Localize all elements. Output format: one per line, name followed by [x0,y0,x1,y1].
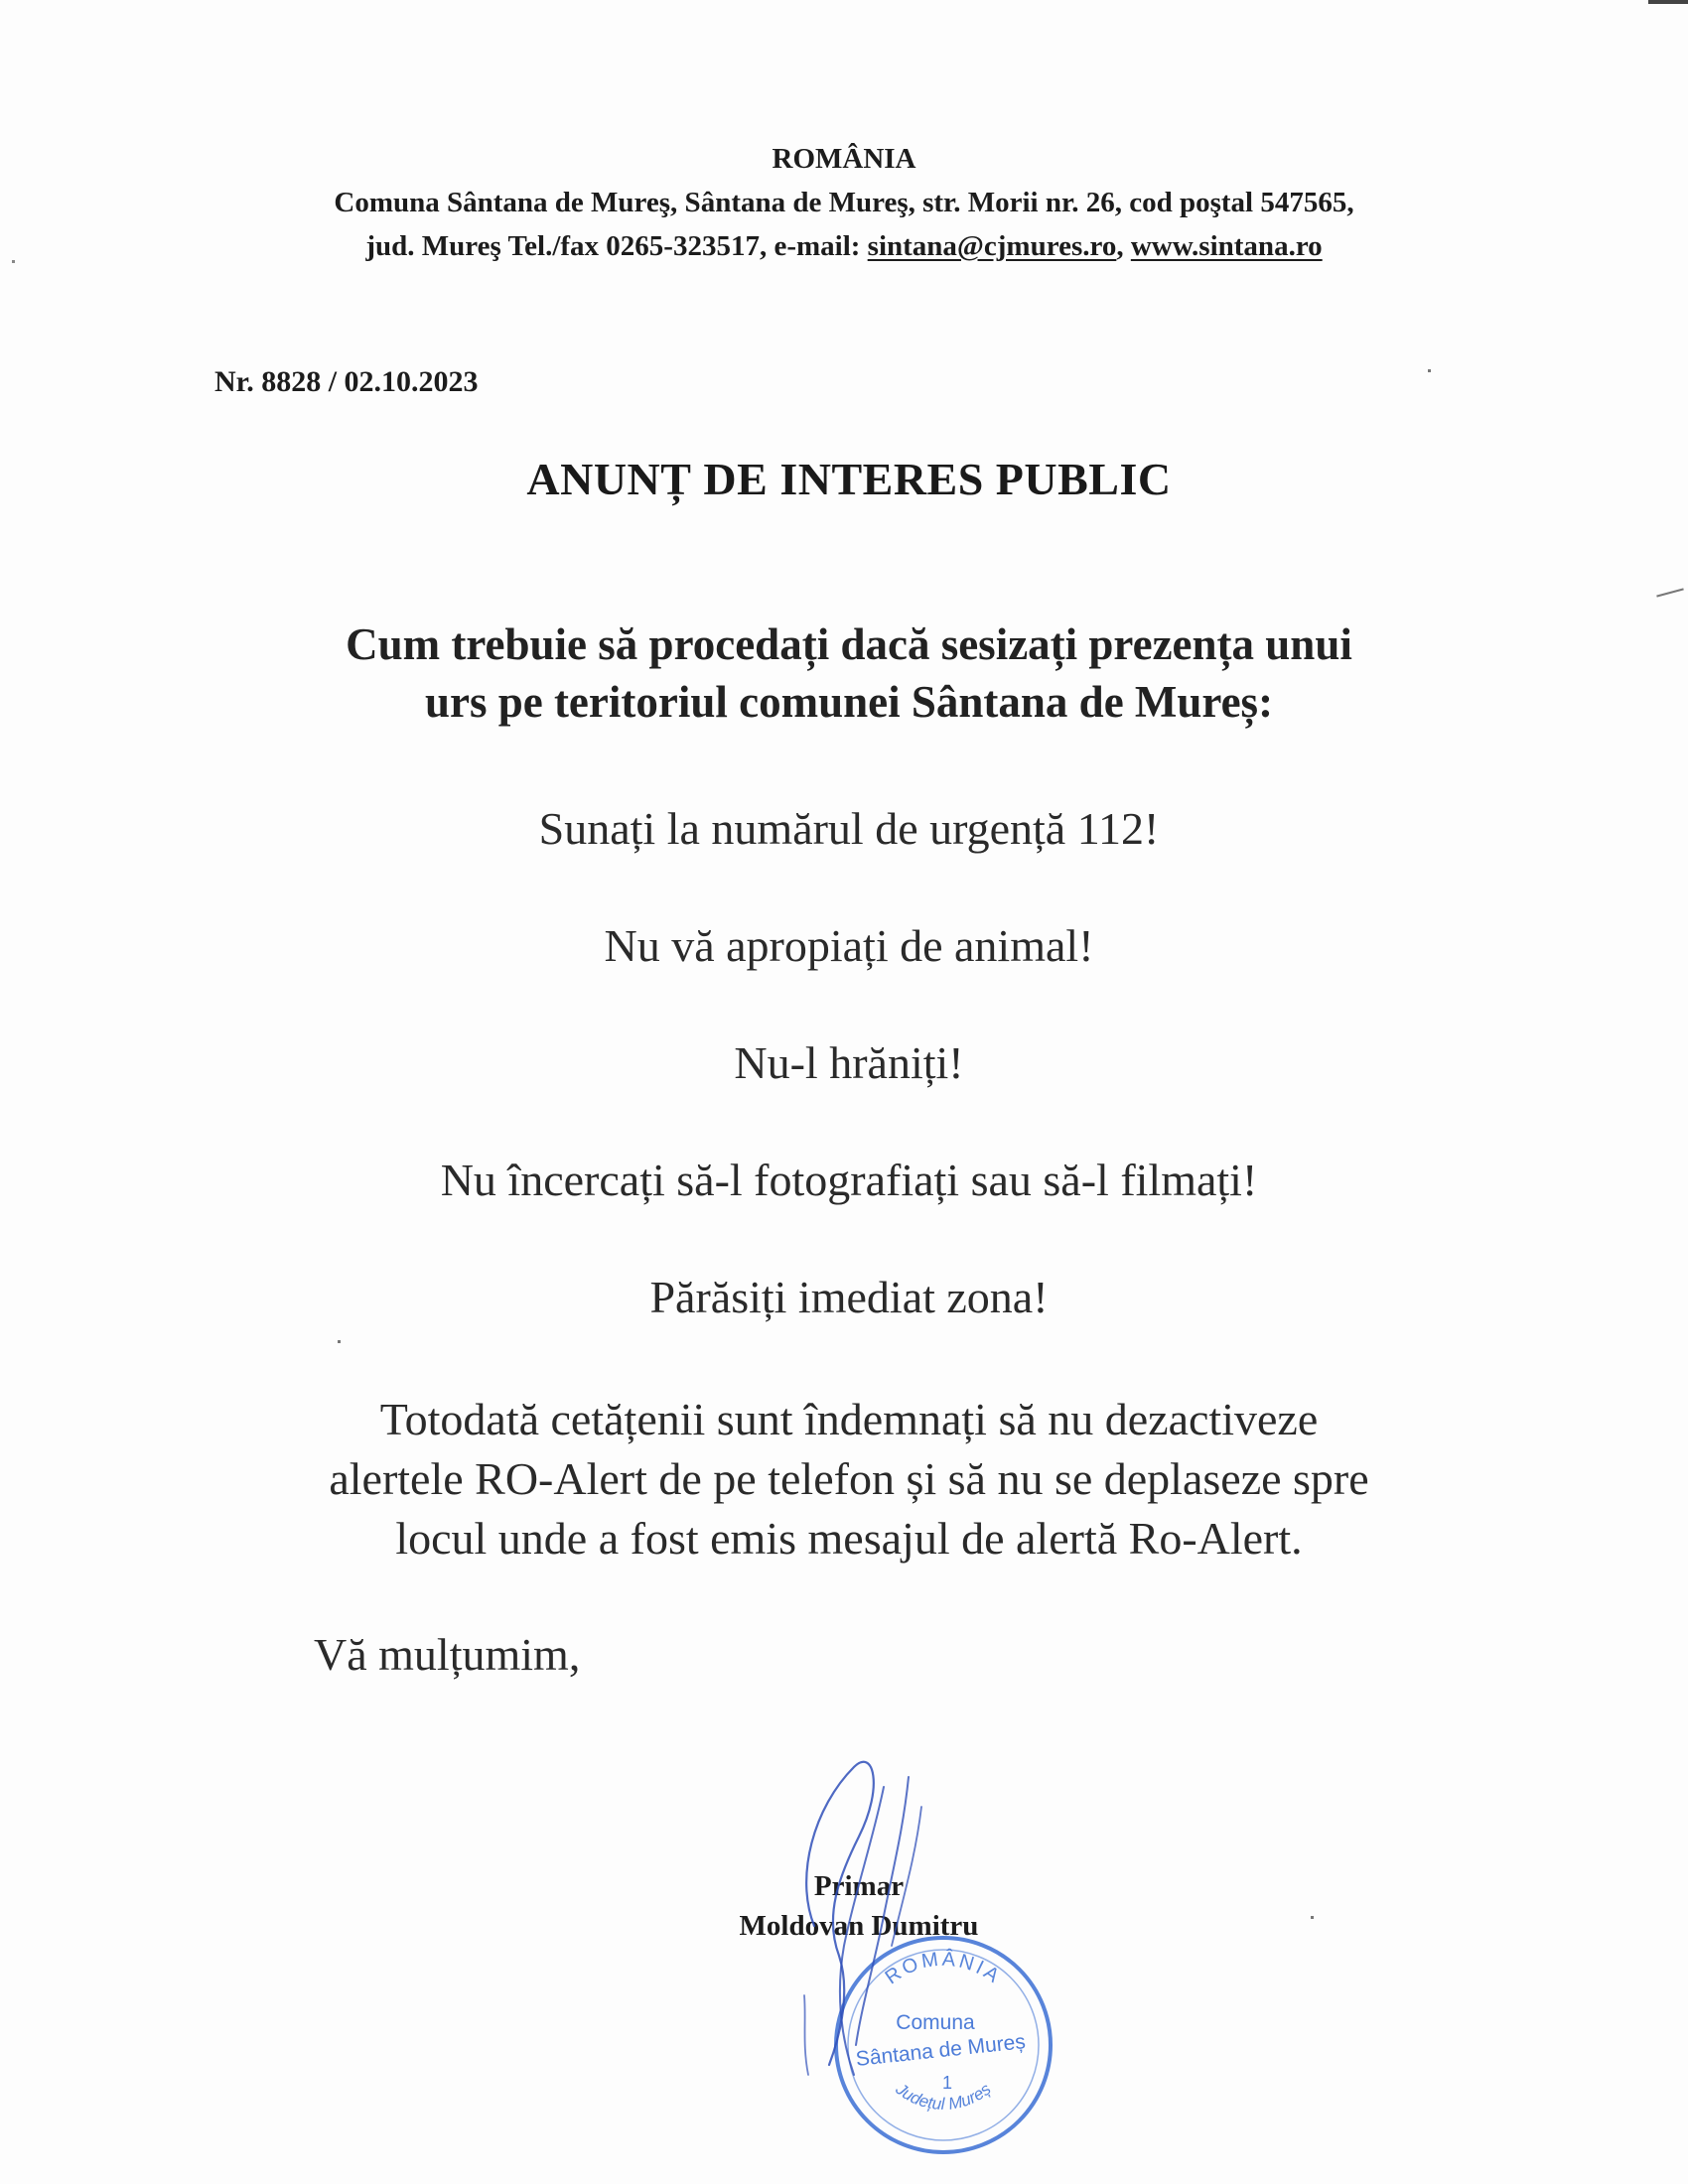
signature-stroke [892,1807,921,1946]
letterhead [0,137,1688,268]
stamp-top-text: ROMÂNIA [881,1948,1006,1989]
stamp-number: 1 [941,2073,953,2093]
closing-line: locul unde a fost emis mesajul de alertă Ro-Alert. [395,1513,1303,1564]
scan-artifact [1428,369,1431,372]
stamp-bottom-text: Județul Mureș [892,2079,995,2115]
signatory-role: Primar [813,1870,905,1902]
scan-artifact [1311,1916,1314,1919]
stamp-line-1: Comuna [896,2011,975,2034]
registration-number: Nr. 8828 / 02.10.2023 [214,365,479,398]
instruction-item: Nu vă apropiați de animal! [604,920,1094,971]
handwritten-signature [745,1747,1043,2095]
closing-paragraph [0,1390,1688,1569]
letterhead-address: Comuna Sântana de Mureş, Sântana de Mureş, str. Morii nr. 26, cod poştal 547565, [334,187,1354,218]
lead-line-2: urs pe teritoriul comunei Sântana de Mureș: [424,677,1274,727]
contact-prefix: jud. Mureş Tel./fax 0265-323517, e-mail: [365,230,868,262]
document-title: ANUNȚ DE INTERES PUBLIC [526,454,1172,504]
scan-artifact [1648,0,1688,4]
email-link[interactable]: sintana@cjmures.ro [867,230,1117,262]
website-link[interactable]: www.sintana.ro [1130,230,1323,262]
signature-stroke [804,1995,808,2075]
scan-artifact [338,1340,341,1343]
thanks-line: Vă mulțumim, [314,1629,581,1680]
instruction-item: Părăsiți imediat zona! [649,1272,1049,1322]
scan-artifact [1656,588,1684,597]
closing-line: Totodată cetățenii sunt îndemnați să nu dezactiveze [379,1394,1319,1444]
instruction-item: Nu încercați să-l fotografiați sau să-l filmați! [440,1155,1258,1205]
letterhead-contact [0,224,1688,268]
instruction-item: Nu-l hrăniți! [734,1037,964,1088]
letterhead-country: ROMÂNIA [772,143,916,175]
contact-separator: , [1116,230,1131,262]
closing-line: alertele RO-Alert de pe telefon și să nu se deplaseze spre [329,1453,1369,1504]
lead-line-1: Cum trebuie să procedați dacă sesizați prezența unui [346,619,1352,669]
stamp-line-2: Sântana de Mureș [854,2030,1027,2071]
scan-artifact [12,260,15,263]
instruction-item: Sunați la numărul de urgență 112! [538,803,1160,854]
signatory-name: Moldovan Dumitru [739,1910,979,1942]
signature-stroke [806,1762,874,2065]
lead-question [0,615,1688,731]
